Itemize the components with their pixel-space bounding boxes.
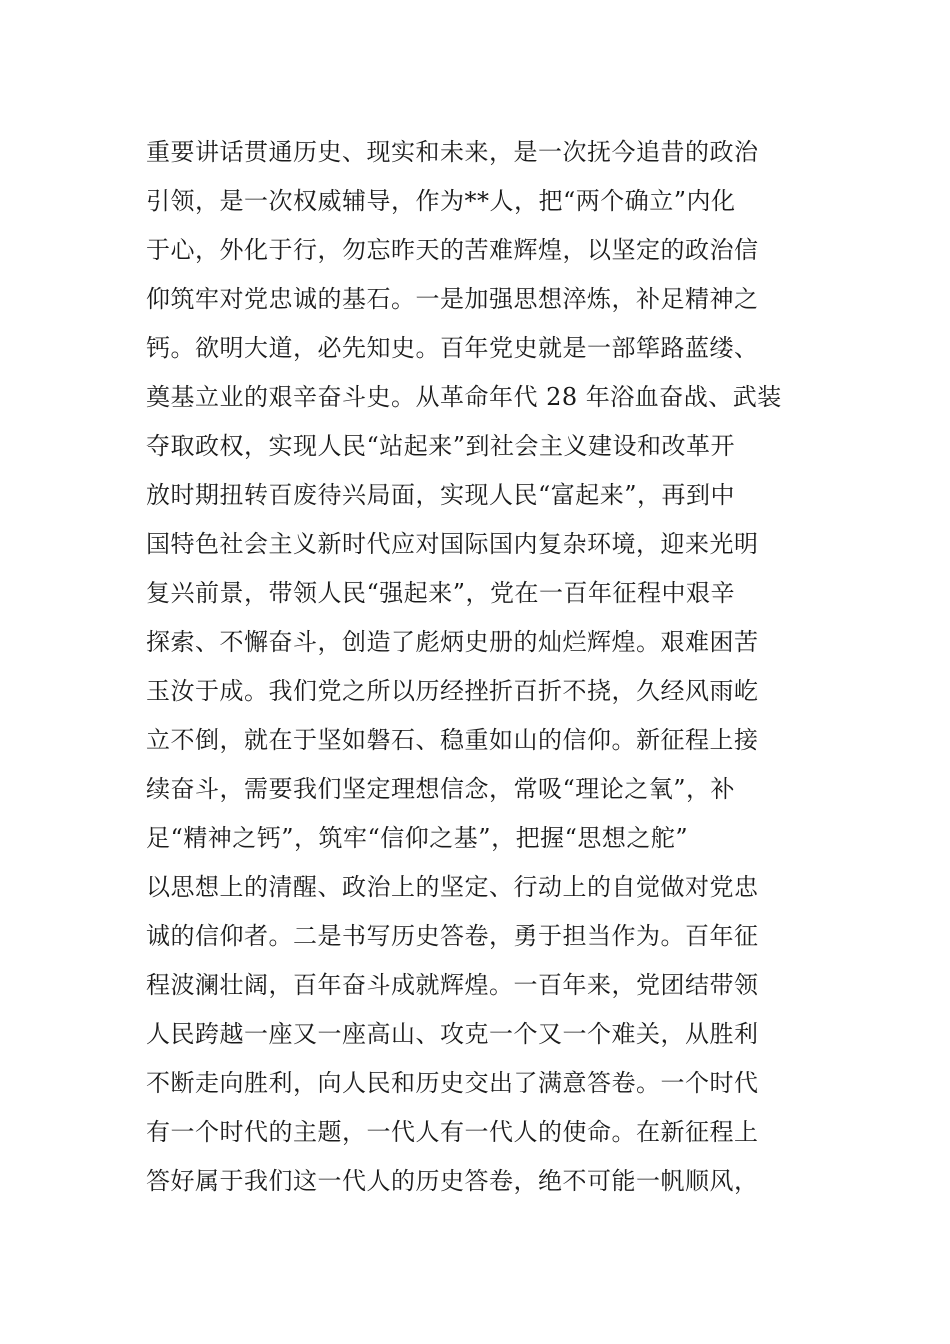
text-line: 放时期扭转百废待兴局面，实现人民“富起来”，再到中 (146, 481, 736, 509)
text-line: 于心，外化于行，勿忘昨天的苦难辉煌，以坚定的政治信 (146, 236, 759, 264)
text-line: 答好属于我们这一代人的历史答卷，绝不可能一帆顺风， (146, 1167, 759, 1195)
text-line: 夺取政权，实现人民“站起来”到社会主义建设和改革开 (146, 432, 736, 460)
text-line: 重要讲话贯通历史、现实和未来，是一次抚今追昔的政治 (146, 138, 759, 166)
text-line: 有一个时代的主题，一代人有一代人的使命。在新征程上 (146, 1118, 759, 1146)
text-line: 玉汝于成。我们党之所以历经挫折百折不挠，久经风雨屹 (146, 677, 759, 705)
text-line: 诚的信仰者。二是书写历史答卷，勇于担当作为。百年征 (146, 922, 759, 950)
text-line: 足“精神之钙”，筑牢“信仰之基”，把握“思想之舵” (146, 824, 689, 852)
text-line: 引领，是一次权威辅导，作为**人，把“两个确立”内化 (146, 187, 736, 215)
text-line: 钙。欲明大道，必先知史。百年党史就是一部筚路蓝缕、 (146, 334, 759, 362)
text-line: 程波澜壮阔，百年奋斗成就辉煌。一百年来，党团结带领 (146, 971, 759, 999)
text-line: 复兴前景，带领人民“强起来”，党在一百年征程中艰辛 (146, 579, 736, 607)
text-line: 仰筑牢对党忠诚的基石。一是加强思想淬炼，补足精神之 (146, 285, 759, 313)
text-line: 探索、不懈奋斗，创造了彪炳史册的灿烂辉煌。艰难困苦 (146, 628, 759, 656)
text-line: 国特色社会主义新时代应对国际国内复杂环境，迎来光明 (146, 530, 759, 558)
text-line: 人民跨越一座又一座高山、攻克一个又一个难关，从胜利 (146, 1020, 759, 1048)
body-paragraph (146, 128, 816, 1206)
text-line: 立不倒，就在于坚如磐石、稳重如山的信仰。新征程上接 (146, 726, 759, 754)
text-line: 续奋斗，需要我们坚定理想信念，常吸“理论之氧”，补 (146, 775, 736, 803)
text-line: 以思想上的清醒、政治上的坚定、行动上的自觉做对党忠 (146, 873, 759, 901)
text-line: 奠基立业的艰辛奋斗史。从革命年代 28 年浴血奋战、武装 (146, 383, 782, 411)
text-line: 不断走向胜利，向人民和历史交出了满意答卷。一个时代 (146, 1069, 759, 1097)
